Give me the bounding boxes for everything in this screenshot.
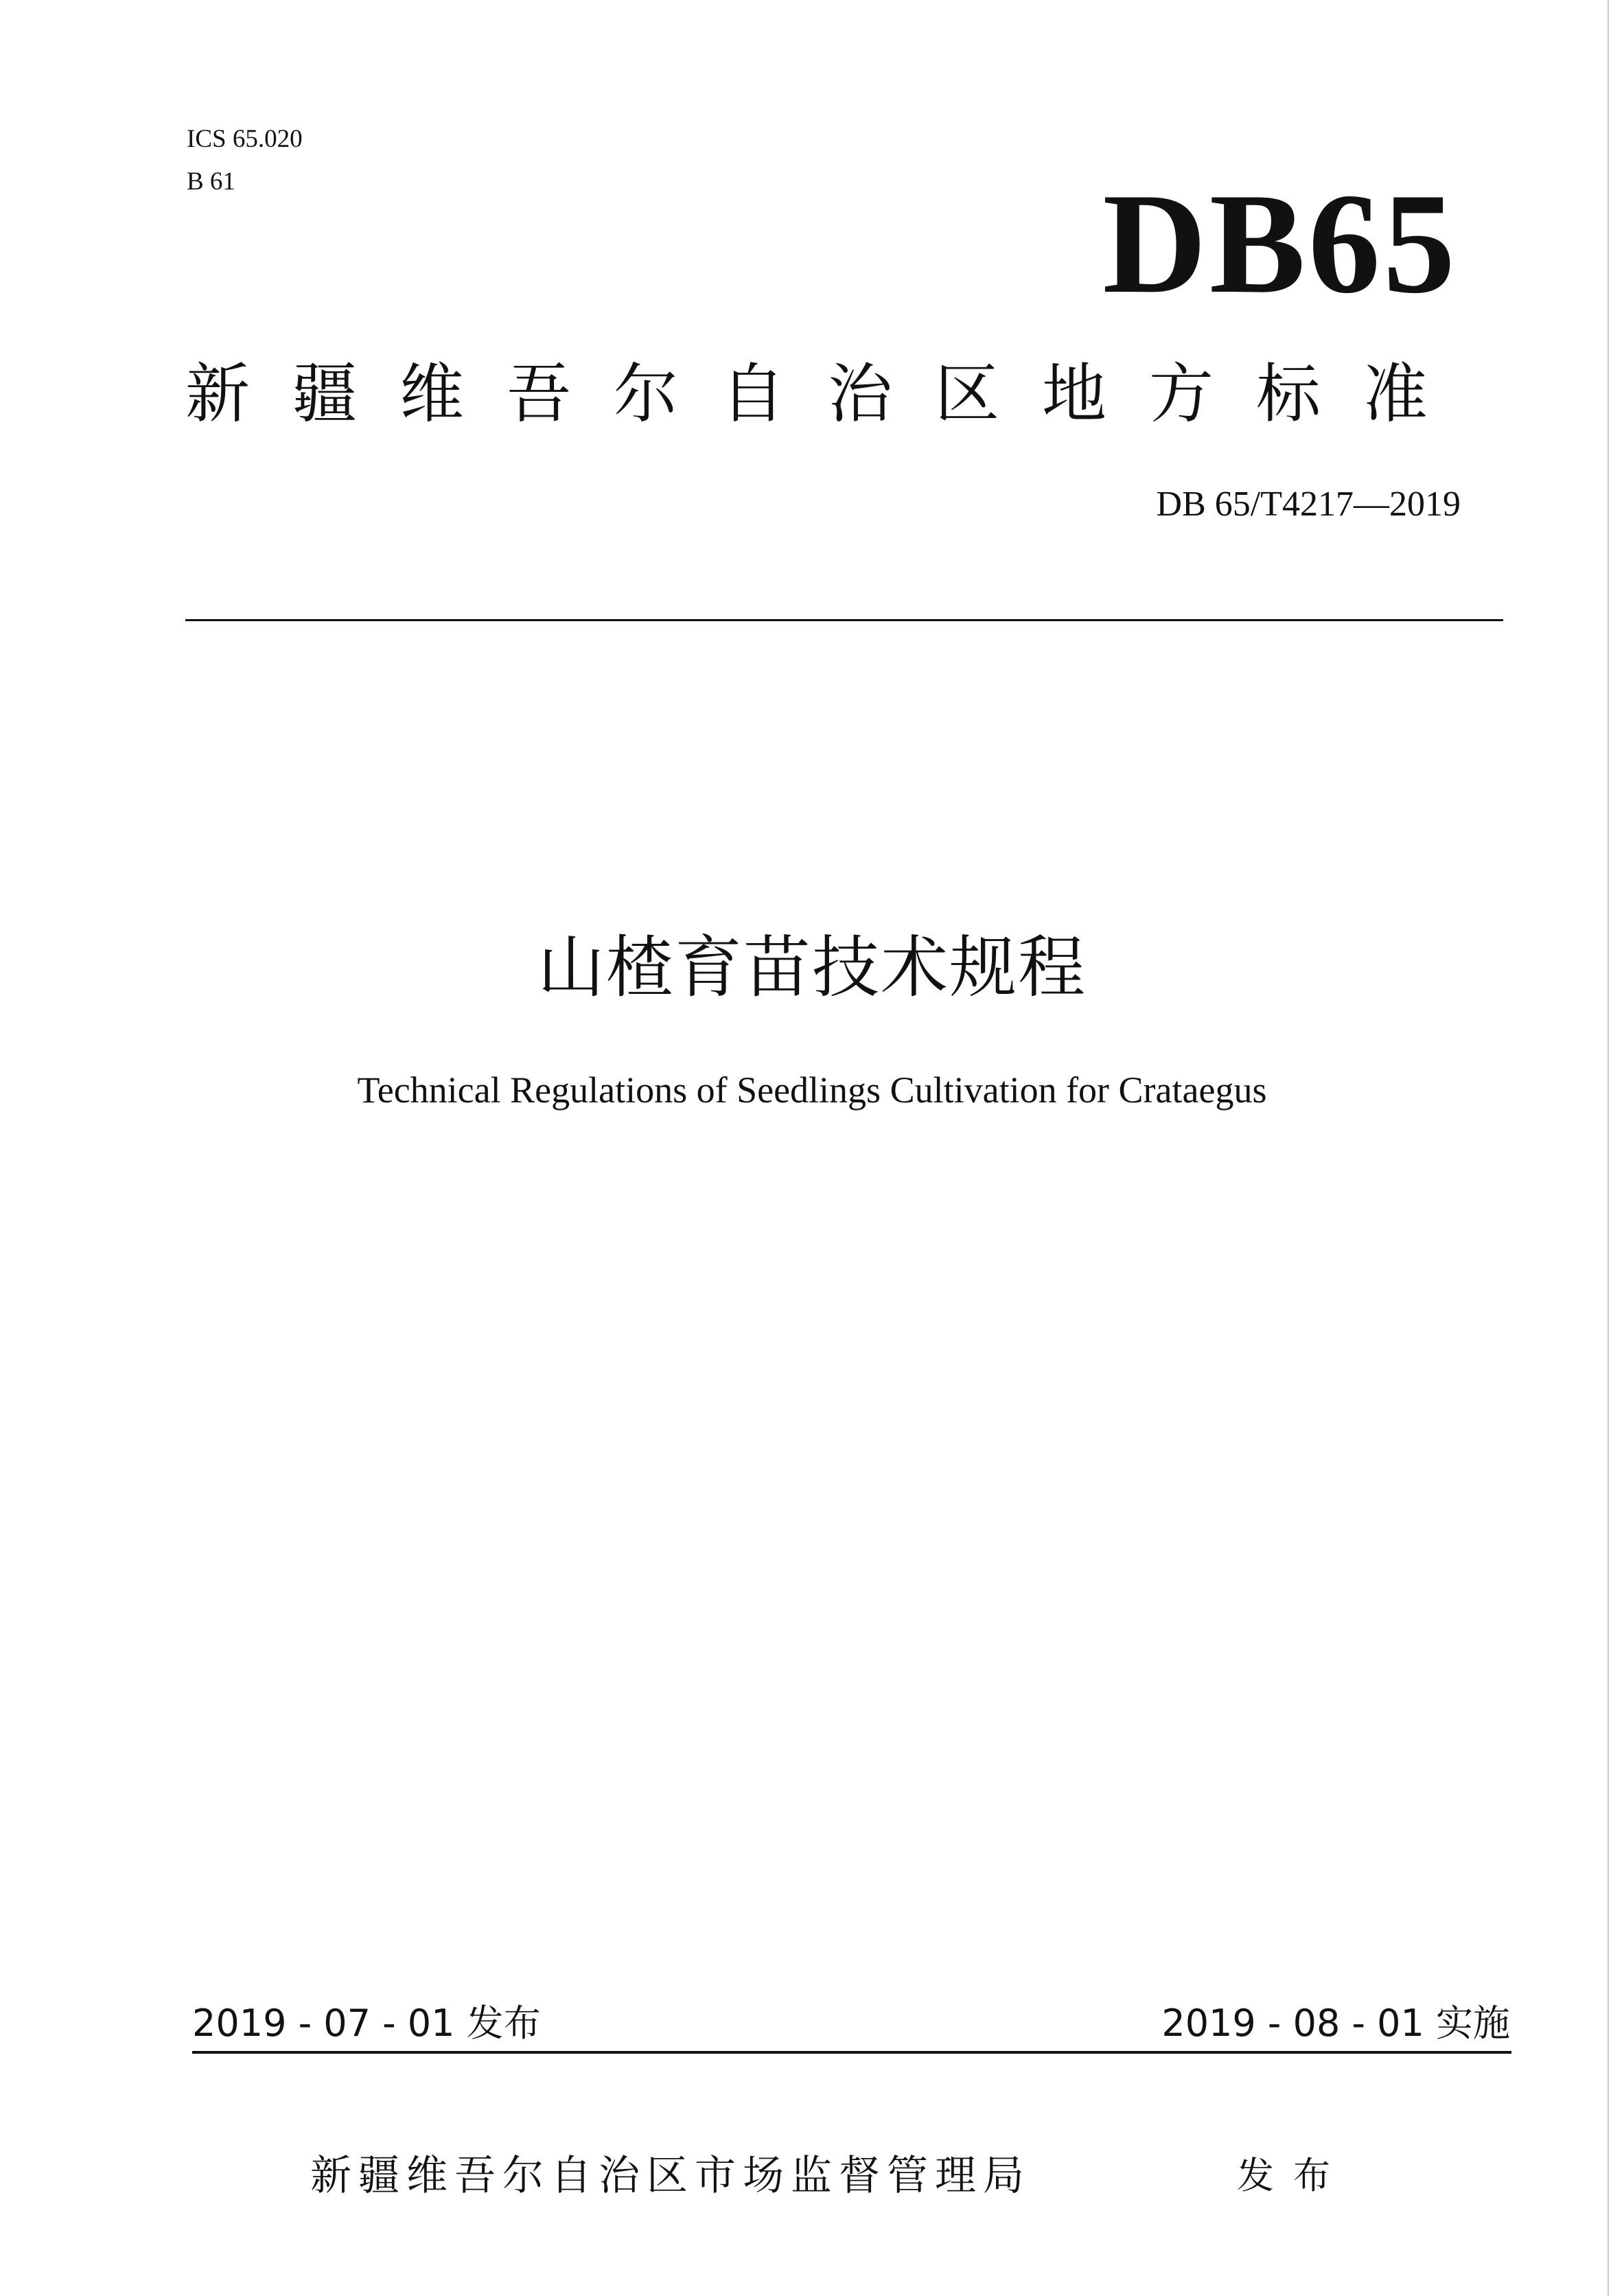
ics-code: ICS 65.020: [187, 125, 303, 153]
issue-date: 2019 - 07 - 01 发布: [192, 2002, 541, 2045]
document-title-chinese: 山楂育苗技术规程: [537, 929, 1087, 1007]
footer-divider: [192, 2051, 1511, 2054]
header-divider: [185, 619, 1503, 621]
standard-type: 新疆维吾尔自治区地方标准: [185, 357, 1471, 432]
page-edge-line: [1608, 0, 1609, 2296]
standard-code: DB65: [1102, 164, 1458, 323]
implementation-date: 2019 - 08 - 01 实施: [1161, 2002, 1510, 2045]
classification-code: B 61: [187, 167, 235, 196]
standard-number: DB 65/T4217—2019: [1156, 485, 1461, 524]
document-title-english: Technical Regulations of Seedlings Cultivation for Crataegus: [357, 1069, 1267, 1111]
issue-label: 发布: [1237, 2154, 1349, 2197]
issuing-authority: 新疆维吾尔自治区市场监督管理局: [310, 2152, 1031, 2200]
